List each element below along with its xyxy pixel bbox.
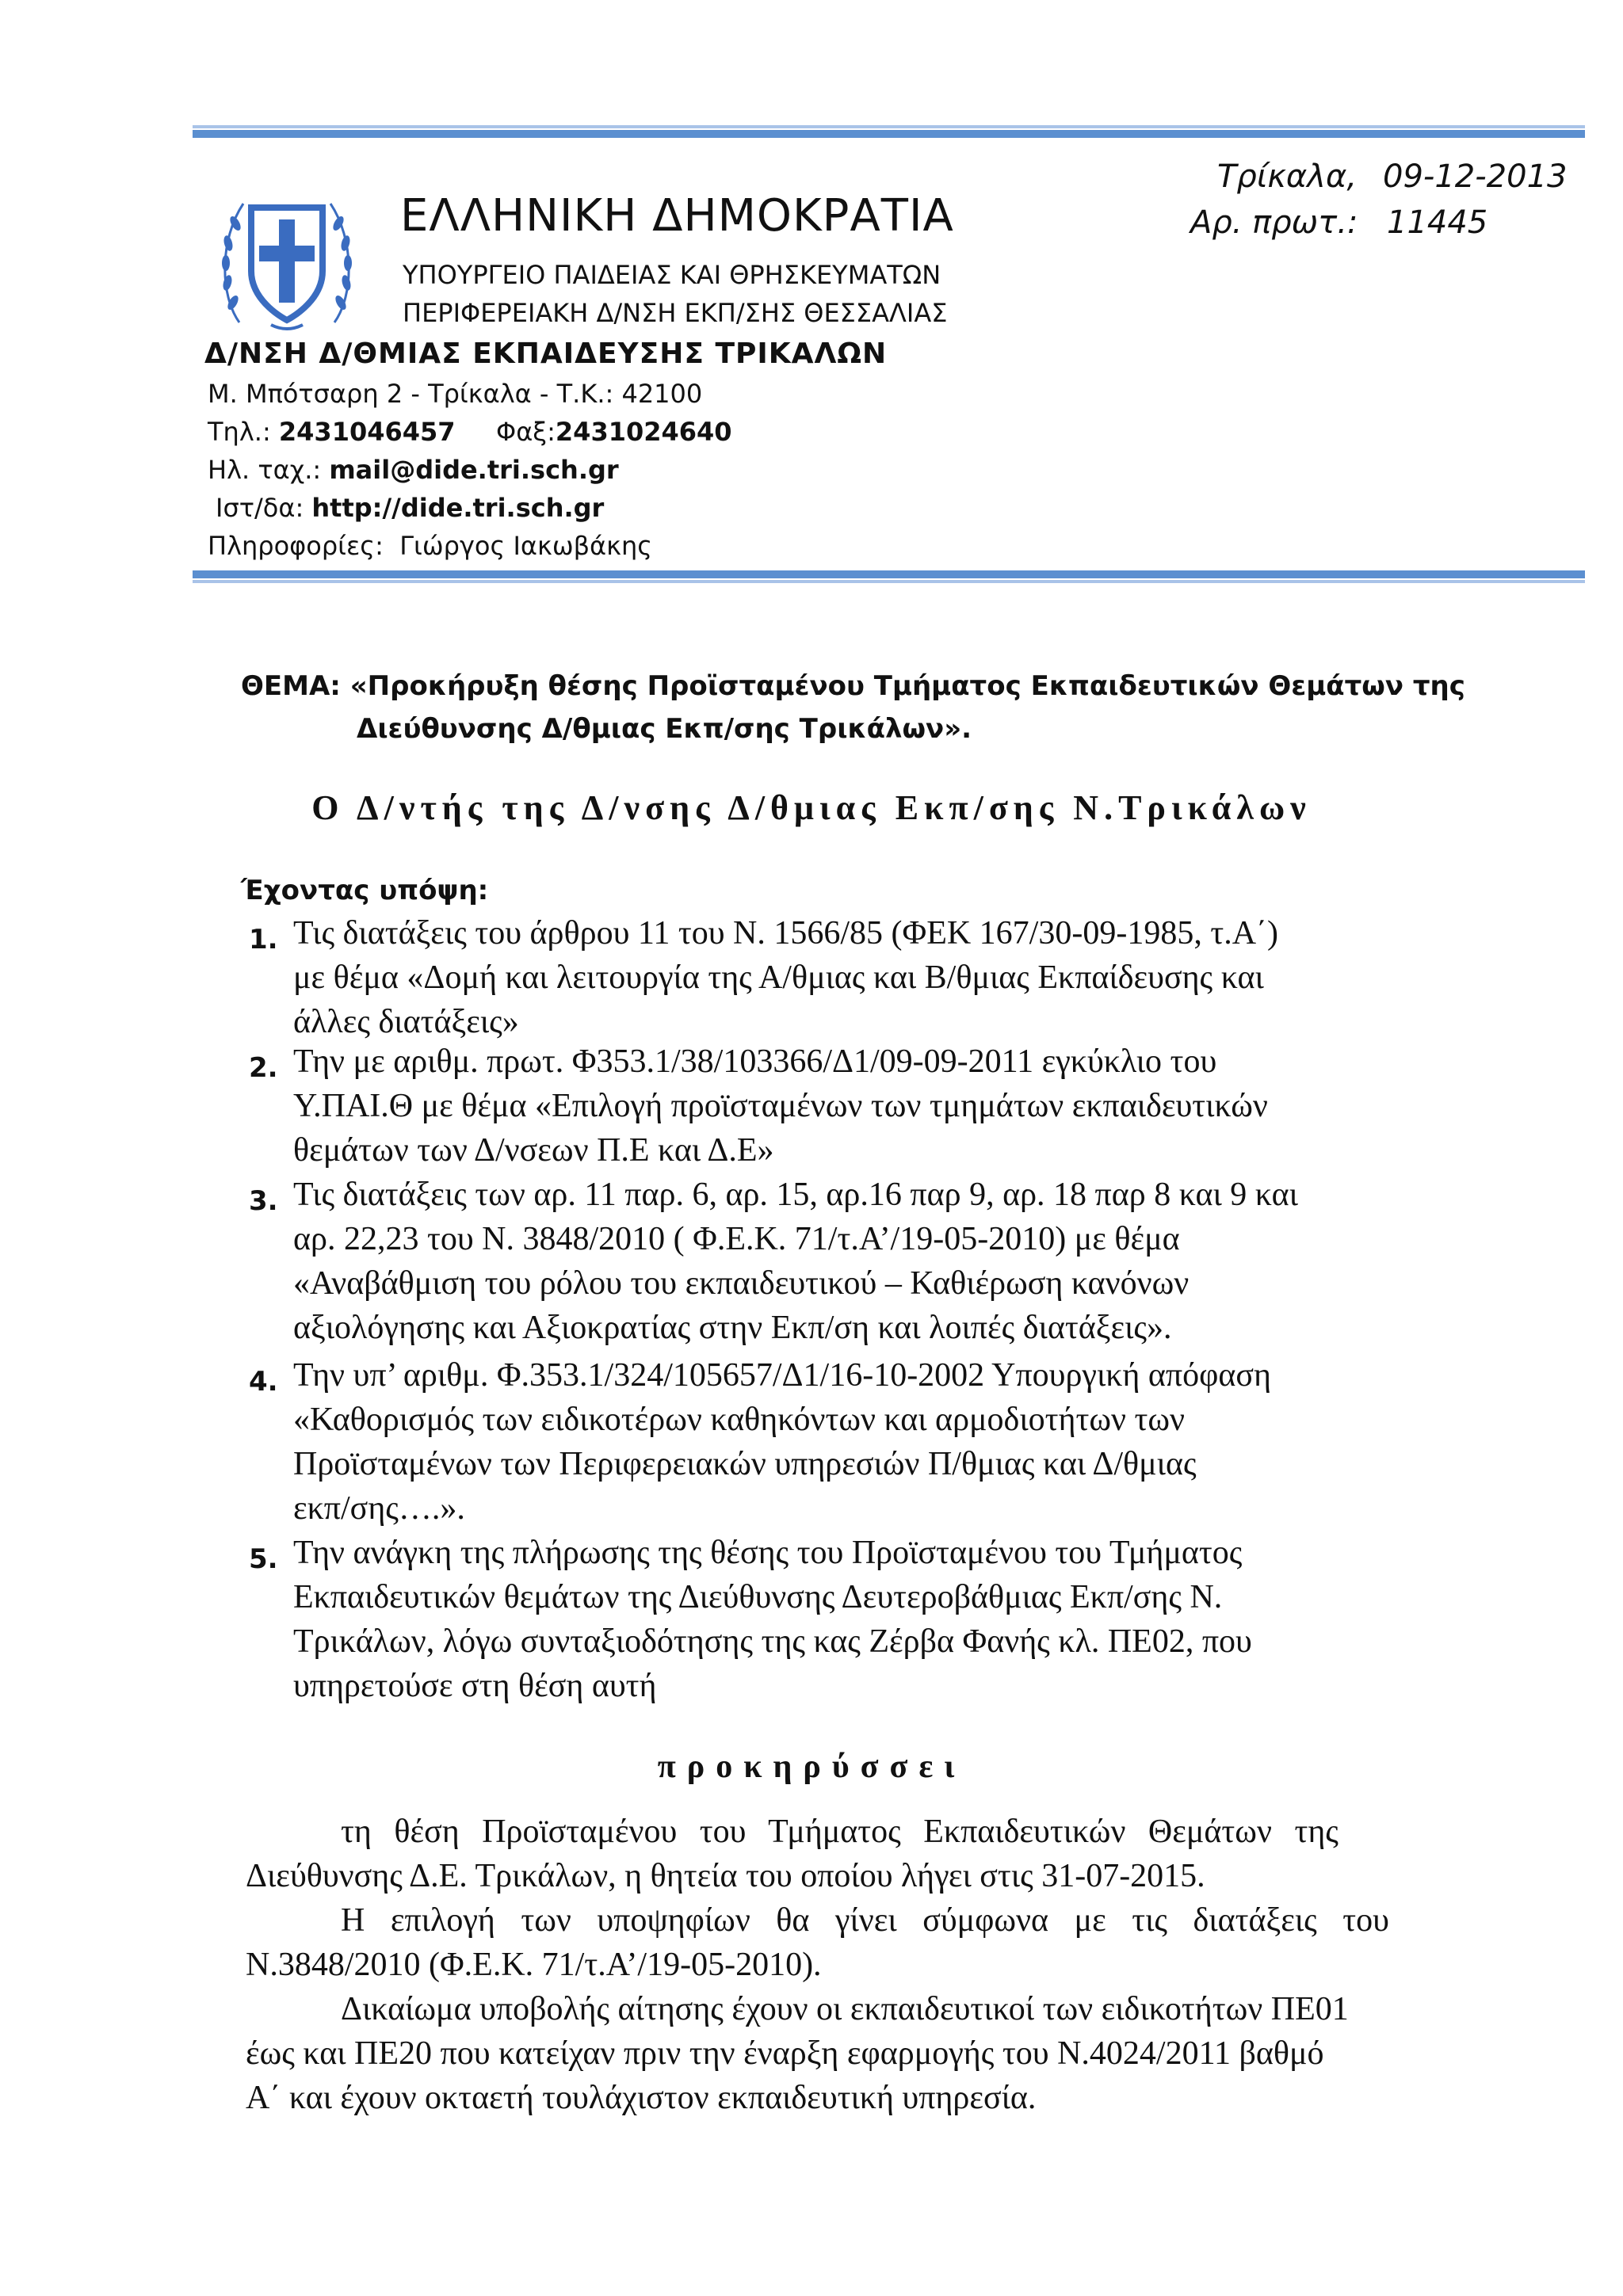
item-line: αξιολόγησης και Αξιοκρατίας στην Εκπ/ση και λοιπές διατάξεις». [293, 1310, 1172, 1346]
website-url: http://dide.tri.sch.gr [311, 493, 605, 523]
address: Μ. Μπότσαρη 2 - Τρίκαλα - Τ.Κ.: 42100 [208, 379, 703, 409]
item-line: Την υπ’ αριθμ. Φ.353.1/324/105657/Δ1/16-10-2002 Υπουργική απόφαση [293, 1357, 1271, 1394]
email-label: Ηλ. ταχ.: [208, 455, 322, 485]
paragraph [246, 1987, 1529, 2120]
phone-line [208, 417, 456, 447]
directorate-name: Δ/ΝΣΗ Δ/ΘΜΙΑΣ ΕΚΠΑΙΔΕΥΣΗΣ ΤΡΙΚΑΛΩΝ [204, 338, 888, 370]
item-number: 3. [249, 1185, 278, 1217]
item-line: Τρικάλων, λόγω συνταξιοδότησης της κας Ζέρβα Φανής κλ. ΠΕ02, που [293, 1623, 1252, 1660]
list-item [249, 1353, 1498, 1531]
subject-line-1: ΘΕΜΑ: «Προκήρυξη θέσης Προϊσταμένου Τμήματος Εκπαιδευτικών Θεμάτων της [241, 670, 1465, 702]
paragraph [246, 1810, 1529, 1898]
item-number: 2. [249, 1052, 278, 1084]
top-border [193, 130, 1585, 138]
phone-number: 2431046457 [278, 417, 456, 447]
item-line: θεμάτων των Δ/νσεων Π.Ε και Δ.Ε» [293, 1132, 774, 1169]
fax-number: 2431024640 [555, 417, 732, 447]
info-name: Γιώργος Ιακωβάκης [399, 531, 653, 561]
website-label: Ιστ/δα: [216, 493, 304, 523]
item-line: με θέμα «Δομή και λειτουργία της Α/θμιας και Β/θμιας Εκπαίδευσης και [293, 959, 1264, 996]
item-line: υπηρετούσε στη θέση αυτή [293, 1668, 657, 1704]
top-border-light [193, 125, 1585, 128]
email-line [208, 455, 619, 485]
paragraph-line: Ν.3848/2010 (Φ.Ε.Κ. 71/τ.Α’/19-05-2010). [246, 1947, 822, 1983]
item-line: εκπ/σης….». [293, 1490, 465, 1527]
phone-label: Τηλ.: [208, 417, 271, 447]
place-label: Τρίκαλα, [1217, 158, 1358, 195]
item-number: 4. [249, 1366, 278, 1398]
website-line [216, 493, 604, 523]
paragraph-line: τη θέση Προϊσταμένου του Τμήματος Εκπαιδευτικών Θεμάτων της [341, 1814, 1338, 1850]
item-line: Τις διατάξεις των αρ. 11 παρ. 6, αρ. 15, αρ.16 παρ 9, αρ. 18 παρ 8 και 9 και [293, 1177, 1298, 1213]
list-item [249, 1531, 1498, 1708]
ministry-name: ΥΠΟΥΡΓΕΙΟ ΠΑΙΔΕΙΑΣ ΚΑΙ ΘΡΗΣΚΕΥΜΑΤΩΝ [403, 260, 941, 290]
paragraph-line: Α΄ και έχουν οκταετή τουλάχιστον εκπαιδευτική υπηρεσία. [246, 2080, 1037, 2116]
paragraph-line: Η επιλογή των υποψηφίων θα γίνει σύμφωνα με τις διατάξεις του [341, 1902, 1389, 1939]
considering-label: Έχοντας υπόψη: [241, 875, 489, 906]
coat-of-arms-emblem [216, 184, 358, 334]
header-bottom-border-light [193, 580, 1585, 583]
item-line: Την ανάγκη της πλήρωσης της θέσης του Προϊσταμένου του Τμήματος [293, 1535, 1243, 1571]
item-line: Υ.ΠΑΙ.Θ με θέμα «Επιλογή προϊσταμένων των τμημάτων εκπαιδευτικών [293, 1088, 1268, 1124]
fax-line [496, 417, 732, 447]
email-address: mail@dide.tri.sch.gr [329, 455, 619, 485]
item-line: Τις διατάξεις του άρθρου 11 του Ν. 1566/85 (ΦΕΚ 167/30-09-1985, τ.Α΄) [293, 915, 1278, 952]
protocol-number: 11445 [1387, 204, 1488, 241]
item-line: Την με αριθμ. πρωτ. Φ353.1/38/103366/Δ1/09-09-2011 εγκύκλιο του [293, 1043, 1217, 1080]
fax-label: Φαξ: [496, 417, 556, 447]
item-line: άλλες διατάξεις» [293, 1004, 519, 1040]
list-item [249, 1173, 1498, 1350]
list-item [249, 1039, 1498, 1173]
proclaims-heading: προκηρύσσει [657, 1749, 966, 1785]
subject-line-2: Διεύθυνσης Δ/θμιας Εκπ/σης Τρικάλων». [357, 713, 972, 745]
protocol-label: Αρ. πρωτ.: [1190, 204, 1358, 241]
item-line: Εκπαιδευτικών θεμάτων της Διεύθυνσης Δευτεροβάθμιας Εκπ/σης Ν. [293, 1579, 1223, 1615]
item-line: αρ. 22,23 του Ν. 3848/2010 ( Φ.Ε.Κ. 71/τ.Α’/19-05-2010) με θέμα [293, 1221, 1180, 1257]
paragraph-line: Διεύθυνσης Δ.Ε. Τρικάλων, η θητεία του οποίου λήγει στις 31-07-2015. [246, 1858, 1205, 1894]
item-number: 1. [249, 924, 278, 955]
paragraph-line: Δικαίωμα υποβολής αίτησης έχουν οι εκπαιδευτικοί των ειδικοτήτων ΠΕ01 [341, 1991, 1349, 2027]
item-line: «Καθορισμός των ειδικοτέρων καθηκόντων και αρμοδιοτήτων των [293, 1402, 1185, 1438]
authority-heading: Ο Δ/ντής της Δ/νσης Δ/θμιας Εκπ/σης Ν.Τρικάλων [311, 788, 1312, 827]
info-label: Πληροφορίες: [208, 531, 384, 561]
document-date: 09-12-2013 [1383, 158, 1568, 195]
info-line [208, 531, 652, 561]
item-line: Προϊσταμένων των Περιφερειακών υπηρεσιών Π/θμιας και Δ/θμιας [293, 1446, 1197, 1482]
region-name: ΠΕΡΙΦΕΡΕΙΑΚΗ Δ/ΝΣΗ ΕΚΠ/ΣΗΣ ΘΕΣΣΑΛΙΑΣ [403, 298, 948, 328]
list-item [249, 911, 1498, 1044]
paragraph [246, 1898, 1529, 1987]
header-bottom-border [193, 570, 1585, 578]
paragraph-line: έως και ΠΕ20 που κατείχαν πριν την έναρξη εφαρμογής του Ν.4024/2011 βαθμό [246, 2035, 1324, 2072]
item-line: «Αναβάθμιση του ρόλου του εκπαιδευτικού – Καθιέρωση κανόνων [293, 1265, 1190, 1302]
country-title: ΕΛΛΗΝΙΚΗ ΔΗΜΟΚΡΑΤΙΑ [400, 190, 954, 242]
item-number: 5. [249, 1543, 278, 1575]
